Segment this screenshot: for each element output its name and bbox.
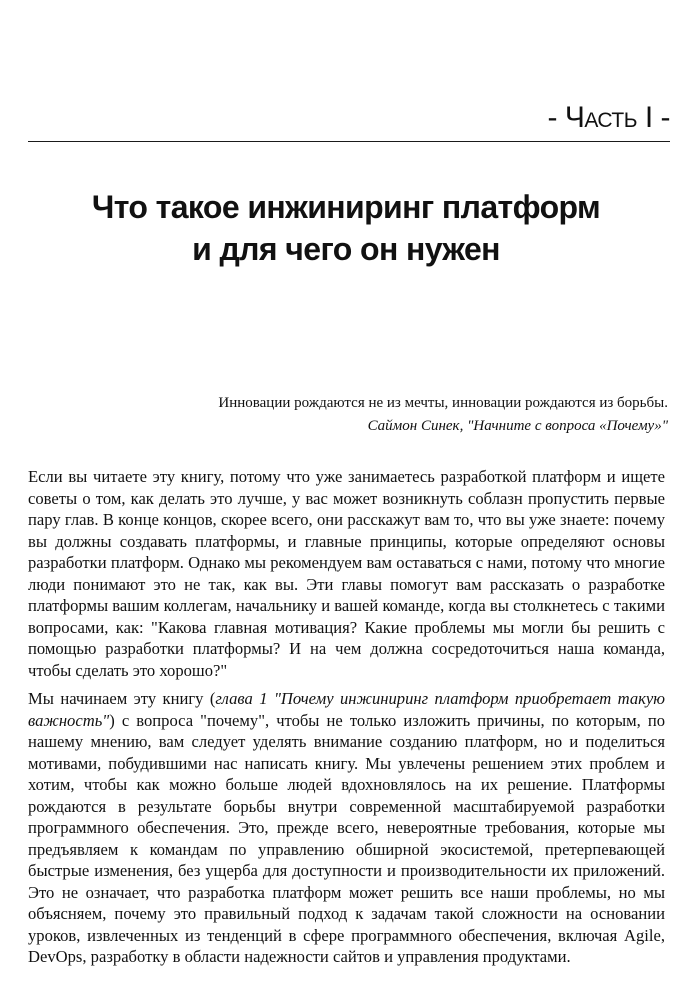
paragraph-2-rest: ) с вопроса "почему", чтобы не только изложить причины, по которым, по нашему мнению, вам следует уделять внимание созданию платформ, но и поделиться мотивами, побудившими нас написать книгу. Мы увлечены решением этих проблем и хотим, чтобы как можно больше людей вдохновлялось на их решение. Платформы рождаются в результате борьбы внутри современной масштабируемой разработки программного обеспечения. Это, прежде всего, невероятные требования, которые мы предъявляем к командам по управлению обширной экосистемой, претерпевающей быстрые изменения, без ущерба для доступности и производительности их приложений. Это не означает, что разработка платформ может решить все наши проблемы, но мы объясняем, почему это правильный подход к задачам такой сложности на основании уроков, извлеченных из тенденций в сфере программного обеспечения, включая Agile, DevOps, разработку в области надежности сайтов и управления продуктами. xyxy=(28,710,665,966)
part-dash-left: - xyxy=(547,101,565,134)
epigraph-quote: Инновации рождаются не из мечты, инновации рождаются из борьбы. xyxy=(218,395,668,411)
paragraph-2-intro: Мы начинаем эту книгу ( xyxy=(28,689,216,708)
paragraph-1: Если вы читаете эту книгу, потому что уже занимаетесь разработкой платформ и ищете советы о том, как делать это лучше, у вас может возникнуть соблазн пропустить первые пару глав. В конце концов, скорее всего, они расскажут вам то, что вы уже знаете: почему вы должны создавать платформы, и главные принципы, которые определяют основы разработки платформ. Однако мы рекомендуем вам оставаться с нами, потому что многие люди понимают это не так, как вы. Эти главы помогут вам рассказать о разработке платформы вашим коллегам, начальнику и вашей команде, когда вы столкнетесь с такими вопросами, как: "Какова главная мотивация? Какие проблемы мы могли бы решить с помощью разработки платформы? И на чем должна сосредоточиться наша команда, чтобы сделать это хорошо?" xyxy=(28,467,665,680)
part-dash-right: - xyxy=(652,101,670,134)
body-text xyxy=(28,466,665,975)
part-header xyxy=(548,100,670,136)
chapter-reference: глава 1 "Почему инжиниринг платформ приобретает такую важность" xyxy=(28,689,665,730)
header-divider xyxy=(28,141,670,142)
chapter-title xyxy=(0,186,692,270)
paragraph-2 xyxy=(28,688,665,968)
epigraph xyxy=(108,392,668,438)
chapter-title-line-1: Что такое инжиниринг платформ xyxy=(91,189,601,225)
part-numeral: I xyxy=(637,101,653,134)
part-word: Часть xyxy=(564,101,637,134)
epigraph-source: Саймон Синек, "Начните с вопроса «Почему»" xyxy=(367,418,668,434)
chapter-title-line-2: и для чего он нужен xyxy=(192,231,500,267)
